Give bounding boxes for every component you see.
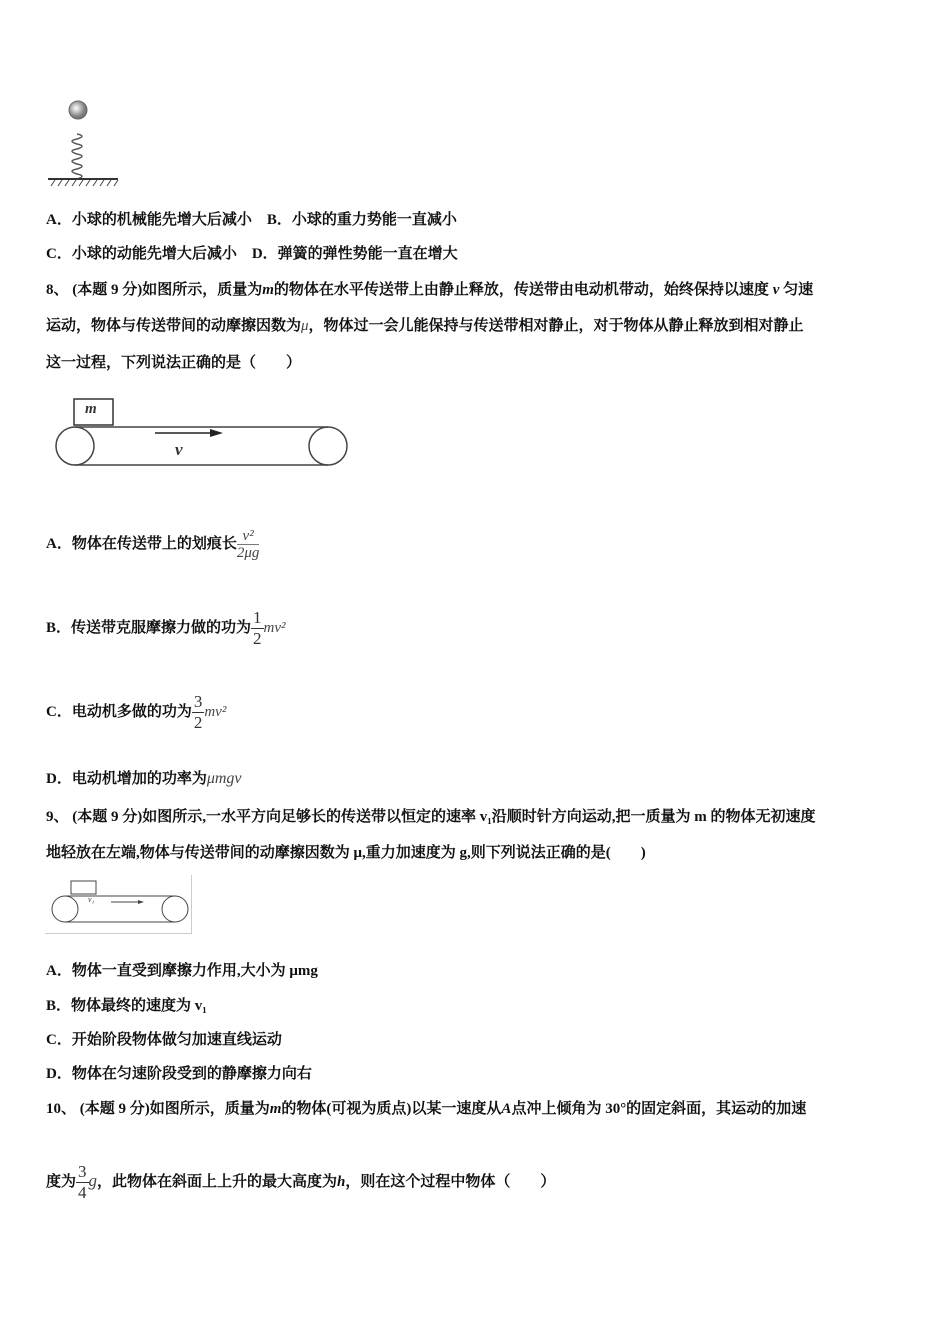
spring-ball-figure (45, 98, 125, 188)
q7-option-a[interactable]: A．小球的机械能先增大后减小 (46, 212, 252, 228)
text: 8、 (本题 9 分)如图所示，质量为 (46, 282, 263, 298)
text: 运动，物体与传送带间的动摩擦因数为 (46, 318, 302, 334)
text: 度为 (46, 1173, 77, 1190)
text: ，此物体在斜面上上升的最大高度为 (97, 1173, 338, 1190)
q9-option-c[interactable]: C．开始阶段物体做匀加速直线运动 (46, 1032, 282, 1048)
var-g: g (88, 1170, 98, 1190)
text: 10、 (本题 9 分)如图所示，质量为 (46, 1101, 270, 1117)
q8-option-b[interactable] (46, 608, 286, 649)
denominator: 2μg (236, 545, 260, 561)
text: B．传送带克服摩擦力做的功为 (46, 619, 252, 636)
fraction (251, 608, 264, 649)
fraction (237, 528, 260, 561)
q8-stem-line1 (46, 280, 813, 300)
q9-stem-line2: 地轻放在左端,物体与传送带间的动摩擦因数为 μ,重力加速度为 g,则下列说法正确的是( ) (46, 845, 646, 861)
q7-option-c[interactable]: C．小球的动能先增大后减小 (46, 246, 237, 262)
q8-option-a[interactable] (46, 528, 259, 561)
fraction (76, 1162, 89, 1203)
text: ，则在这个过程中物体（ ） (345, 1173, 556, 1190)
velocity-label-v: v (175, 440, 183, 459)
numerator: 3 (193, 692, 203, 711)
q10-stem-line1 (46, 1099, 806, 1119)
text: 匀速 (783, 282, 814, 298)
block-label-m: m (85, 401, 97, 417)
numerator: 3 (78, 1162, 87, 1181)
var-a: A (501, 1101, 512, 1117)
q7-options-cd (46, 244, 458, 264)
q8-option-d[interactable] (46, 769, 242, 789)
var-h: h (337, 1173, 346, 1190)
text: ，物体过一会儿能保持与传送带相对静止，对于物体从静止释放到相对静止 (308, 318, 804, 334)
q8-option-c[interactable] (46, 692, 226, 733)
expression: μmgv (206, 770, 242, 787)
text: D．电动机增加的功率为 (46, 771, 207, 787)
var-mu: μ (301, 318, 309, 334)
denominator: 4 (78, 1183, 87, 1202)
var-m: m (262, 282, 274, 298)
q9-option-a[interactable]: A．物体一直受到摩擦力作用,大小为 μmg (46, 963, 318, 979)
text: A．物体在传送带上的划痕长 (46, 535, 237, 552)
velocity-label-v1: v₁ (88, 895, 95, 904)
fraction (192, 692, 205, 733)
denominator: 2 (253, 629, 262, 648)
q7-option-d[interactable]: D．弹簧的弹性势能一直在增大 (251, 246, 458, 262)
denominator: 2 (193, 713, 203, 732)
text: 的物体在水平传送带上由静止释放，传送带由电动机带动，始终保持以速度 (273, 282, 769, 298)
var-v: v (772, 282, 780, 298)
expression: mv² (263, 619, 286, 636)
q7-options-ab (46, 210, 457, 230)
q8-conveyor-figure (55, 398, 350, 470)
q9-option-b[interactable]: B．物体最终的速度为 v₁ (46, 998, 207, 1014)
var-m: m (269, 1101, 282, 1117)
text: 的物体(可视为质点)以某一速度从 (281, 1101, 502, 1117)
q10-stem-line2 (46, 1162, 555, 1203)
numerator: 1 (253, 608, 262, 627)
q9-conveyor-figure (45, 875, 192, 934)
numerator: v² (237, 528, 260, 545)
q8-stem-line3: 这一过程，下列说法正确的是（ ） (46, 355, 302, 371)
q7-option-b[interactable]: B．小球的重力势能一直减小 (266, 212, 457, 228)
text: 点冲上倾角为 30°的固定斜面，其运动的加速 (511, 1101, 807, 1117)
text: C．电动机多做的功为 (46, 703, 192, 720)
q9-stem-line1: 9、 (本题 9 分)如图所示,一水平方向足够长的传送带以恒定的速率 v₁沿顺时针方向运动,把一质量为 m 的物体无初速度 (46, 809, 816, 825)
q8-stem-line2 (46, 316, 804, 336)
expression: mv² (204, 703, 227, 720)
q9-option-d[interactable]: D．物体在匀速阶段受到的静摩擦力向右 (46, 1066, 312, 1082)
